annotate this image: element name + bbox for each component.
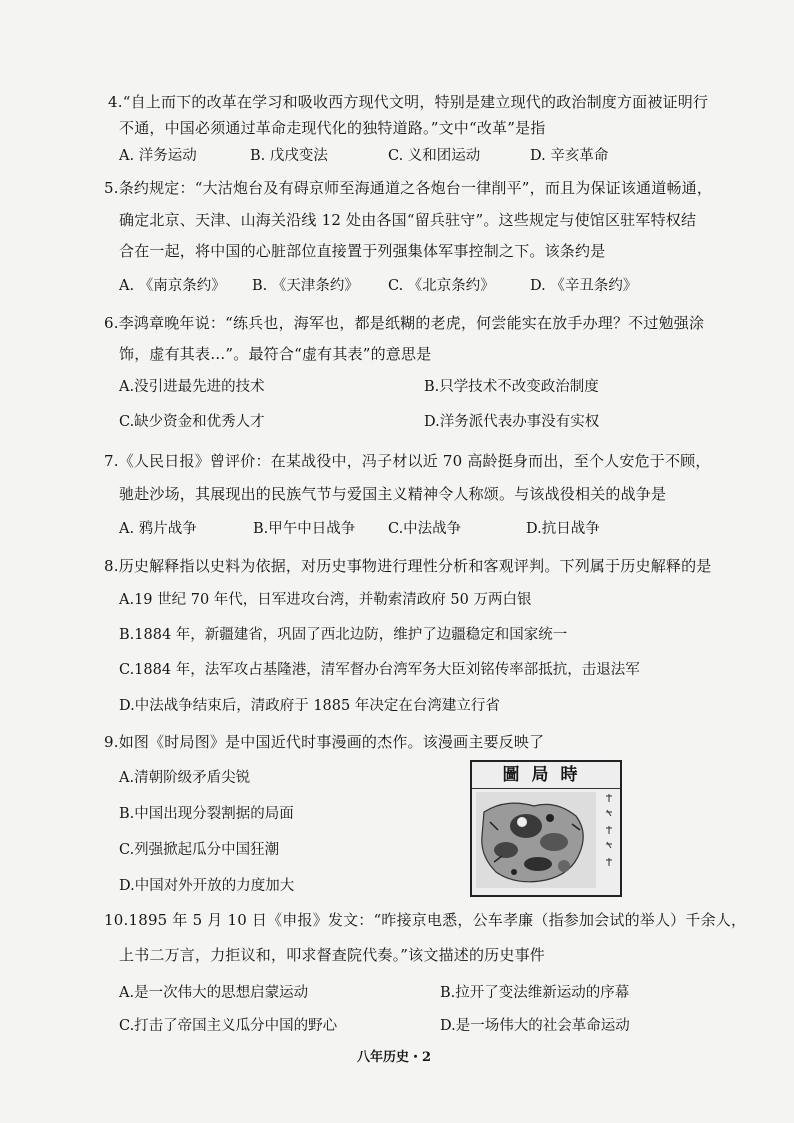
q6-option-c: C.缺少资金和优秀人才	[119, 414, 265, 430]
q6-stem-line1: 6.李鸿章晚年说：“练兵也，海军也，都是纸糊的老虎，何尝能实在放手办理？不过勉强涂	[104, 314, 705, 332]
q8-stem-line1: 8.历史解释指以史料为依据，对历史事物进行理性分析和客观评判。下列属于历史解释的是	[104, 557, 712, 575]
q9-option-b: B.中国出现分裂割据的局面	[119, 806, 294, 822]
q5-stem-line1: 5.条约规定：“大沽炮台及有碍京师至海通道之各炮台一律削平”，而且为保证该通道畅通，	[104, 179, 713, 197]
q9-option-d: D.中国对外开放的力度加大	[119, 878, 295, 894]
q7-option-a: A. 鸦片战争	[119, 521, 197, 537]
q7-stem-line1: 7.《人民日报》曾评价：在某战役中，冯子材以近 70 高龄挺身而出，至个人安危于不顾，	[104, 452, 711, 470]
q8-option-c: C.1884 年，法军攻占基隆港，清军督办台湾军务大臣刘铭传率部抵抗，击退法军	[119, 662, 640, 678]
page-footer: 八年历史・2	[357, 1050, 432, 1065]
q10-option-d: D.是一场伟大的社会革命运动	[440, 1018, 630, 1034]
q9-option-a: A.清朝阶级矛盾尖锐	[119, 770, 251, 786]
q10-option-c: C.打击了帝国主义瓜分中国的野心	[119, 1018, 338, 1034]
q10-stem-line1: 10.1895 年 5 月 10 日《申报》发文：“昨接京电悉，公车孝廉（指参加会试的举人）千余人，	[104, 911, 747, 929]
q4-option-d: D. 辛亥革命	[530, 148, 609, 164]
q9-option-c: C.列强掀起瓜分中国狂潮	[119, 842, 280, 858]
q7-option-c: C.中法战争	[388, 521, 462, 537]
q6-option-b: B.只学技术不改变政治制度	[424, 379, 599, 395]
q8-option-b: B.1884 年，新疆建省，巩固了西北边防，维护了边疆稳定和国家统一	[119, 627, 568, 643]
q6-option-a: A.没引进最先进的技术	[119, 379, 265, 395]
q5-option-a: A. 《南京条约》	[119, 278, 226, 294]
q4-option-b: B. 戊戌变法	[250, 148, 328, 164]
q8-option-a: A.19 世纪 70 年代，日军进攻台湾，并勒索清政府 50 万两白银	[119, 592, 532, 608]
q10-option-a: A.是一次伟大的思想启蒙运动	[119, 985, 309, 1001]
q4-option-c: C. 义和团运动	[388, 148, 481, 164]
q5-stem-line2: 确定北京、天津、山海关沿线 12 处由各国“留兵驻守”。这些规定与使馆区驻军特权结	[119, 211, 697, 229]
cartoon-title: 圖局時	[472, 762, 620, 789]
q7-stem-line2: 驰赴沙场，其展现出的民族气节与爱国主义精神令人称颂。与该战役相关的战争是	[119, 485, 667, 503]
shijutu-cartoon-image	[470, 760, 622, 897]
q10-option-b: B.拉开了变法维新运动的序幕	[440, 985, 630, 1001]
cartoon-side-text	[602, 792, 616, 872]
q6-option-d: D.洋务派代表办事没有实权	[424, 414, 600, 430]
cartoon-side-marks	[604, 792, 614, 872]
q5-stem-line3: 合在一起，将中国的心脏部位直接置于列强集体军事控制之下。该条约是	[119, 242, 606, 260]
q8-option-d: D.中法战争结束后，清政府于 1885 年决定在台湾建立行省	[119, 698, 500, 714]
q4-option-a: A. 洋务运动	[119, 148, 197, 164]
q5-option-b: B. 《天津条约》	[252, 278, 359, 294]
q10-stem-line2: 上书二万言，力拒议和，叩求督查院代奏。”该文描述的历史事件	[119, 946, 545, 964]
q7-option-b: B.甲午中日战争	[253, 521, 356, 537]
cartoon-illustration	[476, 792, 596, 888]
q5-option-c: C. 《北京条约》	[388, 278, 495, 294]
q9-stem-line1: 9.如图《时局图》是中国近代时事漫画的杰作。该漫画主要反映了	[104, 733, 545, 751]
q4-stem-line2: 不通，中国必须通过革命走现代化的独特道路。”文中“改革”是指	[119, 119, 546, 137]
q6-stem-line2: 饰，虚有其表…”。最符合“虚有其表”的意思是	[119, 345, 432, 363]
q5-option-d: D. 《辛丑条约》	[530, 278, 638, 294]
q4-stem-line1: 4.“自上而下的改革在学习和吸收西方现代文明，特别是建立现代的政治制度方面被证明行	[108, 93, 709, 111]
q7-option-d: D.抗日战争	[526, 521, 600, 537]
